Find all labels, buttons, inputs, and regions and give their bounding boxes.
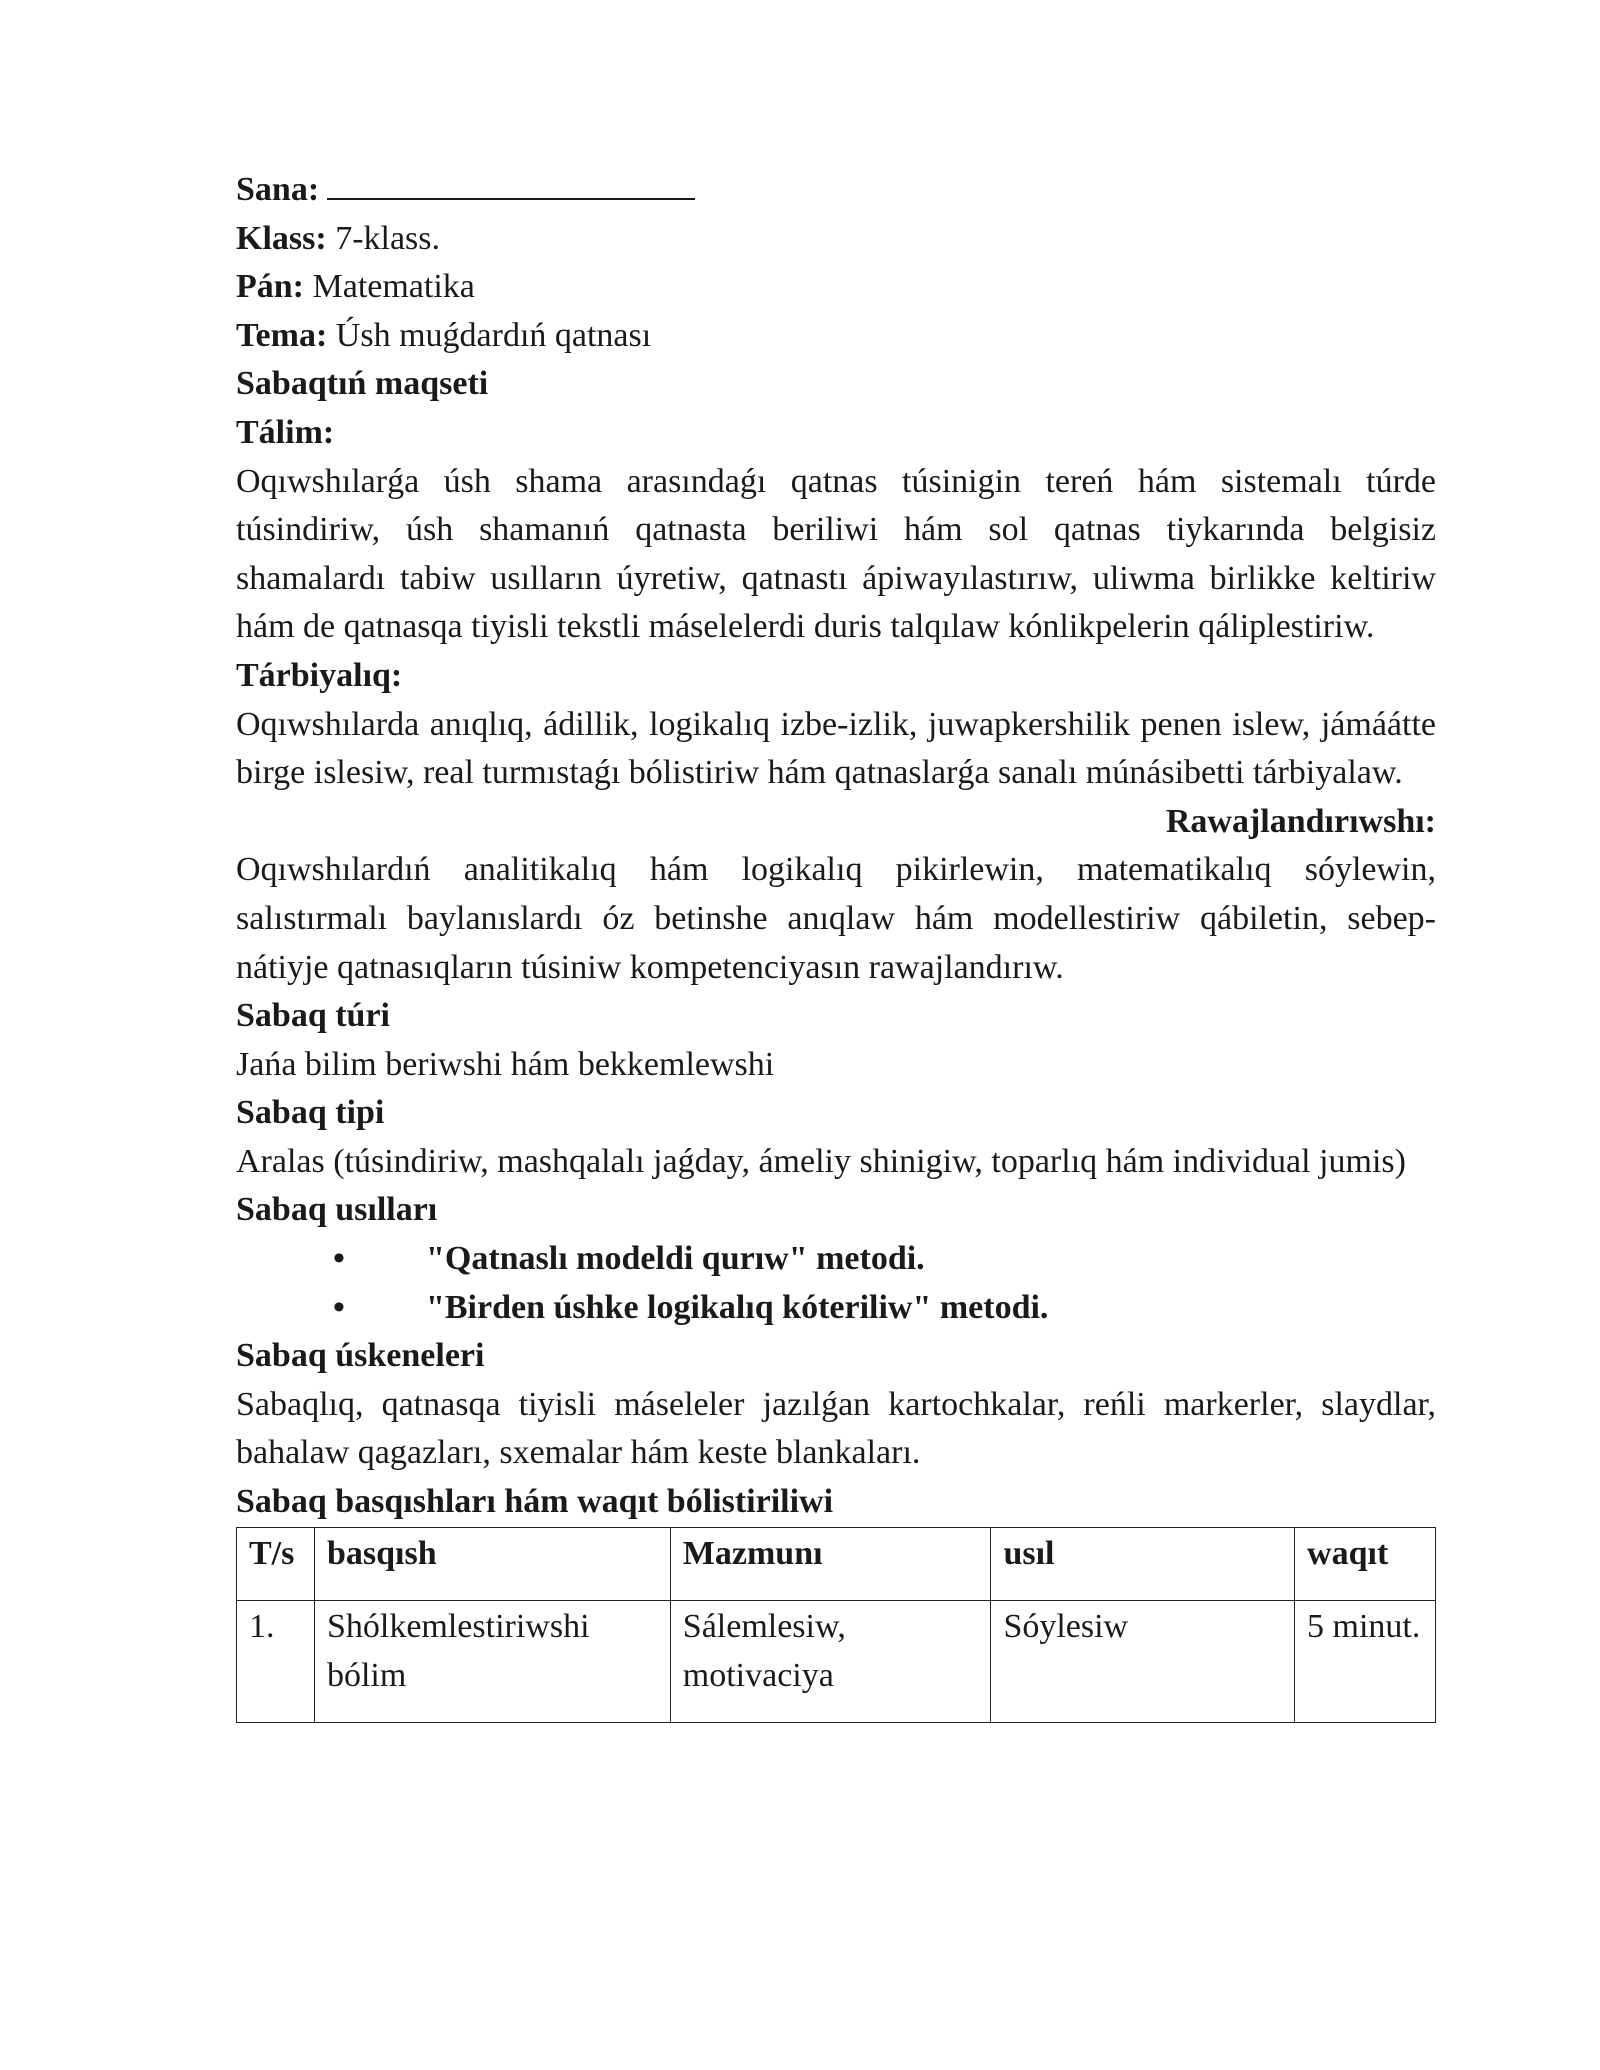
topic-value: Úsh muǵdardıń qatnası [335, 316, 652, 354]
table-cell: Sálemlesiw, motivaciya [670, 1601, 991, 1723]
table-cell: Shólkemlestiriwshi bólim [314, 1601, 670, 1723]
method-text: "Qatnaslı modeldi qurıw" metodi. [426, 1240, 925, 1278]
date-label: Sana: [236, 171, 320, 208]
header-cell-time: waqıt [1295, 1527, 1436, 1601]
header-cell-stage: basqısh [314, 1527, 670, 1601]
development-heading: Rawajlandırıwshı: [1165, 802, 1436, 840]
lesson-kind-text: Aralas (túsindiriw, mashqalalı jaǵday, ámeliy shinigiw, toparlıq hám individual jumis) [236, 1142, 1406, 1180]
class-line [236, 215, 1436, 264]
lesson-type-text: Jańa bilim beriwshi hám bekkemlewshi [236, 1045, 775, 1083]
goals-heading: Sabaqtıń maqseti [236, 365, 489, 403]
upbringing-heading: Tárbiyalıq: [236, 656, 403, 694]
development-text: Oqıwshılardıń analitikalıq hám logikalıq pikirlewin, matematikalıq sóylewin, salıstırmalı baylanıslardı óz betinshe anıqlaw hám modellestiriw qábiletin, sebep-nátiyje qatnasıqların túsiniw kompetenciyasın rawajlandırıw. [236, 851, 1436, 986]
education-heading: Tálim: [236, 413, 335, 451]
lesson-type-heading: Sabaq túri [236, 997, 390, 1035]
lesson-kind-heading: Sabaq tipi [236, 1094, 385, 1132]
stages-heading: Sabaq basqıshları hám waqıt bólistiriliwi [236, 1483, 834, 1521]
lesson-stages-table [236, 1527, 1436, 1724]
method-text: "Birden úshke logikalıq kóteriliw" metodi. [426, 1288, 1049, 1326]
topic-line [236, 312, 1436, 361]
document-page [236, 166, 1436, 1723]
table-cell: 5 minut. [1295, 1601, 1436, 1723]
bullet-icon: • [333, 1240, 345, 1278]
table-cell: Sóylesiw [991, 1601, 1295, 1723]
subject-value: Matematika [312, 268, 475, 306]
subject-label: Pán: [236, 268, 304, 306]
table-header-row [237, 1527, 1436, 1601]
list-item [236, 1235, 1436, 1284]
list-item [236, 1284, 1436, 1333]
education-text: Oqıwshılarǵa úsh shama arasındaǵı qatnas túsinigin tereń hám sistemalı túrde túsindiriw, úsh shamanıń qatnasta beriliwi hám sol qatnas tiykarında belgisiz shamalardı tabiw usılların úyretiw, qatnastı ápiwayılastırıw, uliwma birlikke keltiriw hám de qatnasqa tiyisli tekstli máselelerdi duris talqılaw kónlikpelerin qáliplestiriw. [236, 462, 1436, 646]
subject-line [236, 263, 1436, 312]
equipment-heading: Sabaq úskeneleri [236, 1337, 485, 1375]
table-row [237, 1601, 1436, 1723]
methods-list [236, 1235, 1436, 1332]
header-cell-ts: T/s [237, 1527, 315, 1601]
topic-label: Tema: [236, 316, 328, 354]
bullet-icon: • [333, 1288, 345, 1326]
header-cell-content: Mazmunı [670, 1527, 991, 1601]
date-blank[interactable] [327, 168, 695, 200]
table-cell: 1. [237, 1601, 315, 1723]
header-cell-method: usıl [991, 1527, 1295, 1601]
date-line [236, 166, 1436, 215]
lesson-methods-heading: Sabaq usılları [236, 1191, 438, 1229]
equipment-text: Sabaqlıq, qatnasqa tiyisli máseleler jazılǵan kartochkalar, reńli markerler, slaydlar, bahalaw qagazları, sxemalar hám keste blankaları. [236, 1385, 1436, 1472]
class-label: Klass: [236, 219, 327, 257]
upbringing-text: Oqıwshılarda anıqlıq, ádillik, logikalıq izbe-izlik, juwapkershilik penen islew, jámáátte birge islesiw, real turmıstaǵı bólistiriw hám qatnaslarǵa sanalı múnásibetti tárbiyalaw. [236, 705, 1436, 792]
class-value: 7-klass. [335, 219, 441, 257]
